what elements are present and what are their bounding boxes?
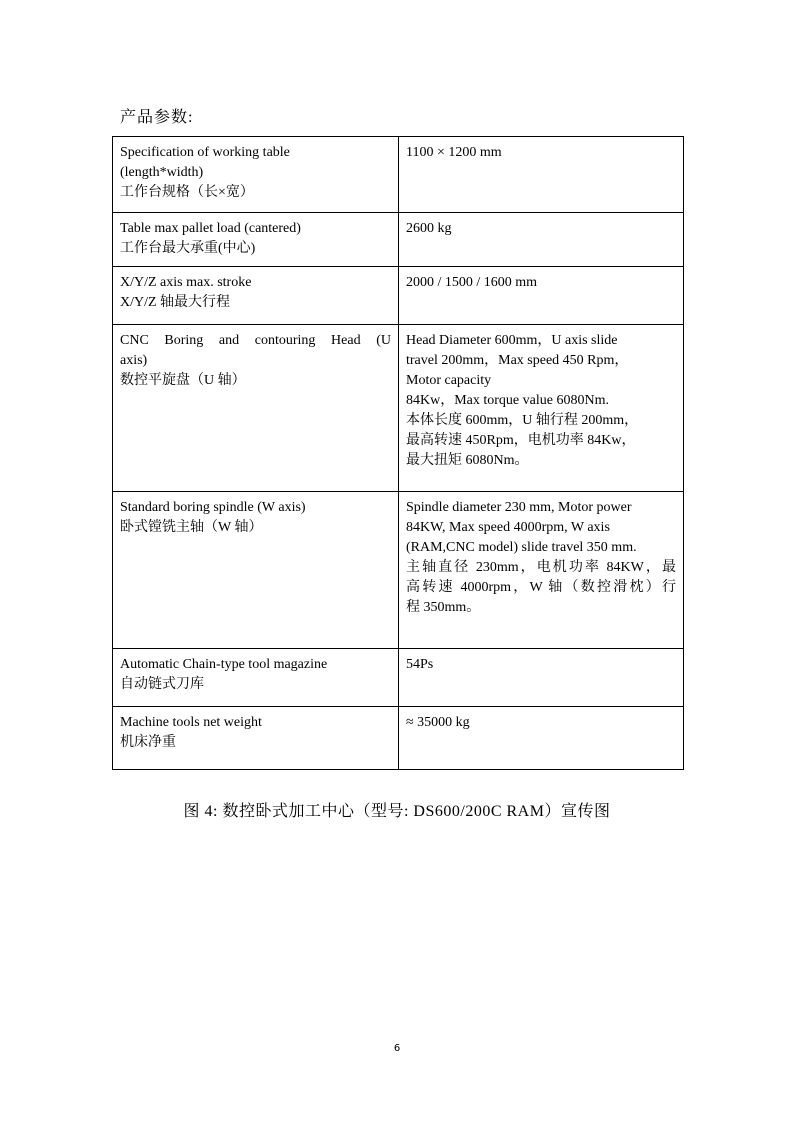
spec-label-line: Standard boring spindle (W axis) (120, 500, 306, 515)
spec-value-cell (399, 649, 684, 707)
table-row (113, 137, 684, 213)
table-row (113, 492, 684, 649)
spec-label-line: 自动链式刀库 (120, 677, 204, 692)
spec-label-cell (113, 707, 399, 770)
spec-value-line: 高转速 4000rpm，W 轴（数控滑枕）行 (406, 580, 676, 595)
spec-label-line: 工作台规格（长×宽） (120, 185, 254, 200)
page-number: 6 (393, 1043, 401, 1054)
spec-value-cell (399, 213, 684, 267)
spec-label-line: 工作台最大承重(中心) (120, 241, 256, 256)
spec-value-line: 主轴直径 230mm，电机功率 84KW，最 (406, 560, 676, 575)
spec-value-cell (399, 492, 684, 649)
spec-value-line: Motor capacity (406, 373, 492, 388)
spec-label-cell (113, 137, 399, 213)
spec-label-cell (113, 267, 399, 325)
spec-value-line: 84Kw，Max torque value 6080Nm. (406, 393, 609, 408)
spec-value-cell (399, 137, 684, 213)
spec-label-cell (113, 492, 399, 649)
table-row (113, 649, 684, 707)
table-row (113, 325, 684, 492)
figure-caption: 图 4: 数控卧式加工中心（型号: DS600/200C RAM）宣传图 (183, 803, 611, 820)
spec-label-cell (113, 213, 399, 267)
table-row (113, 267, 684, 325)
spec-value-line: travel 200mm，Max speed 450 Rpm， (406, 353, 629, 368)
spec-value-line: 最高转速 450Rpm，电机功率 84Kw， (406, 433, 636, 448)
spec-label-cell (113, 325, 399, 492)
spec-value-line: 54Ps (406, 657, 434, 672)
spec-value-line: 程 350mm。 (406, 600, 481, 615)
spec-label-line: Machine tools net weight (120, 715, 262, 730)
spec-label-line: Table max pallet load (cantered) (120, 221, 301, 236)
spec-value-line: 2000 / 1500 / 1600 mm (406, 275, 538, 290)
spec-table (112, 136, 684, 770)
spec-value-line: Spindle diameter 230 mm, Motor power (406, 500, 632, 515)
spec-label-cell (113, 649, 399, 707)
spec-label-line: 数控平旋盘（U 轴） (120, 373, 246, 388)
table-row (113, 213, 684, 267)
spec-label-line: CNC Boring and contouring Head (U (120, 333, 391, 348)
section-heading: 产品参数: (120, 109, 194, 126)
spec-value-line: 84KW, Max speed 4000rpm, W axis (406, 520, 610, 535)
spec-label-line: 机床净重 (120, 735, 176, 750)
spec-label-line: 卧式镗铣主轴（W 轴） (120, 520, 263, 535)
spec-value-cell (399, 707, 684, 770)
table-row (113, 707, 684, 770)
spec-value-line: 最大扭矩 6080Nm。 (406, 453, 529, 468)
spec-value-line: (RAM,CNC model) slide travel 350 mm. (406, 540, 637, 555)
spec-value-line: 2600 kg (406, 221, 452, 236)
spec-label-line: X/Y/Z 轴最大行程 (120, 295, 231, 310)
spec-value-line: 本体长度 600mm，U 轴行程 200mm， (406, 413, 639, 428)
spec-value-line: 1100 × 1200 mm (406, 145, 502, 160)
spec-label-line: X/Y/Z axis max. stroke (120, 275, 252, 290)
spec-label-line: Specification of working table (120, 145, 290, 160)
spec-value-line: ≈ 35000 kg (406, 715, 470, 730)
spec-label-line: axis) (120, 353, 148, 368)
spec-value-cell (399, 325, 684, 492)
spec-value-line: Head Diameter 600mm，U axis slide (406, 333, 618, 348)
spec-label-line: Automatic Chain-type tool magazine (120, 657, 328, 672)
spec-label-line: (length*width) (120, 165, 204, 180)
spec-value-cell (399, 267, 684, 325)
